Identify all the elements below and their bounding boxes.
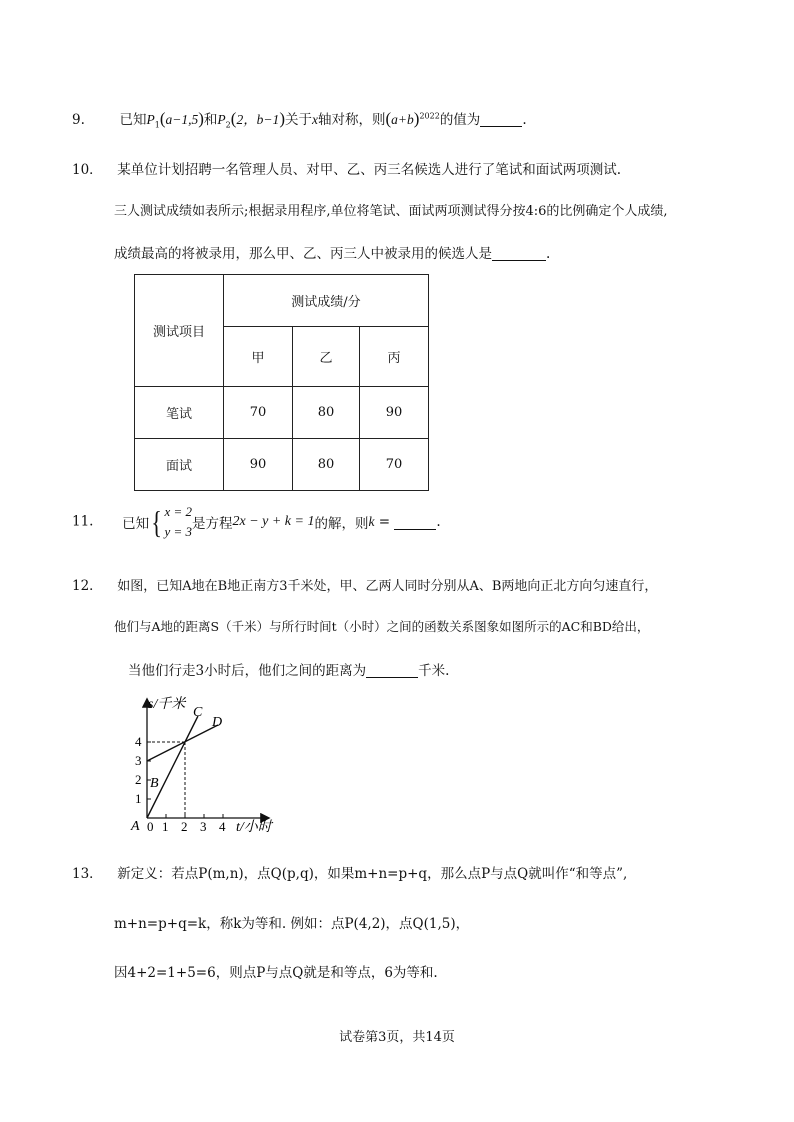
q11-text: 是方程 [191, 516, 233, 532]
row-label: 笔试 [135, 387, 224, 439]
exponent: 2022 [419, 111, 440, 121]
candidate-header: 丙 [360, 327, 429, 387]
y-tick-label: 4 [135, 734, 142, 749]
x-axis-label: t/小时 [236, 820, 272, 835]
q11-text: = [374, 514, 395, 530]
point-coords: a−1,5 [165, 112, 199, 127]
period: . [546, 246, 551, 262]
answer-blank[interactable] [480, 112, 522, 127]
answer-blank[interactable] [492, 246, 546, 261]
question-12 [72, 574, 657, 594]
q10-line-1: 某单位计划招聘一名管理人员、对甲、乙、丙三名候选人进行了笔试和面试两项测试. [117, 162, 622, 178]
point-label: P [217, 112, 226, 127]
q9-text: 关于 [284, 112, 312, 128]
score-table [134, 274, 429, 491]
q10-line-3 [114, 242, 550, 262]
group-header: 测试成绩/分 [224, 275, 429, 327]
q12-line-2: 他们与A地的距离S（千米）与所行时间t（小时）之间的函数关系图象如图所示的AC和BD给出， [114, 619, 650, 634]
variable: k [368, 514, 375, 529]
answer-blank[interactable] [366, 663, 418, 678]
table-row [135, 387, 429, 439]
candidate-header: 甲 [224, 327, 293, 387]
point-coords: 2，b−1 [236, 112, 280, 127]
x-tick-label: 4 [219, 819, 226, 834]
y-axis-label: s/千米 [148, 697, 186, 712]
line-BD [147, 725, 218, 761]
q9-text: 和 [203, 112, 218, 128]
question-9: 9. 已知$P_1(a-1,5)$和$P_2(2$，b−1)关于x轴对称，则$(a+b)^{2022}$的值为 . [72, 109, 527, 130]
page-footer: 试卷第3页，共14页 [339, 1030, 455, 1045]
table-cell: 80 [293, 387, 360, 439]
unit-text: 千米. [418, 663, 450, 679]
table-cell: 90 [224, 439, 293, 491]
system-eq: x = 2 [164, 504, 192, 519]
y-tick-label: 3 [135, 753, 142, 768]
q10-line-2: 三人测试成绩如表所示;根据录用程序,单位将笔试、面试两项测试得分按4:6的比例确定个人成绩, [114, 204, 668, 219]
subscript: 1 [154, 120, 160, 130]
distance-time-graph [120, 690, 290, 840]
y-tick-label: 1 [135, 791, 142, 806]
question-13 [72, 862, 627, 882]
table-row [135, 439, 429, 491]
corner-header: 测试项目 [135, 275, 224, 387]
x-tick-label: 2 [181, 819, 188, 834]
axis-var: x [311, 112, 318, 127]
table-cell: 70 [224, 387, 293, 439]
q12-line-3 [128, 659, 449, 679]
table-cell: 70 [360, 439, 429, 491]
y-tick-label: 2 [135, 772, 142, 787]
question-number: 10． [72, 162, 103, 178]
q9-text: 的值为 [439, 112, 481, 128]
q13-line-1: 新定义：若点P(m,n)，点Q(p,q)，如果m+n=p+q，那么点P与点Q就叫作“和等点”, [117, 866, 628, 882]
point-B-label: B [150, 776, 159, 791]
q11-text: 已知 [122, 516, 150, 532]
table-cell: 90 [360, 387, 429, 439]
x-tick-label: 0 [147, 819, 154, 834]
question-number: 12． [72, 578, 103, 594]
x-tick-label: 1 [162, 819, 169, 834]
period: . [522, 112, 527, 128]
answer-blank[interactable] [394, 515, 436, 530]
system-brace: { [151, 503, 163, 540]
period: . [436, 514, 441, 530]
point-label: P [146, 112, 155, 127]
expression: a+b [391, 112, 414, 127]
subscript: 2 [225, 120, 231, 130]
q12-line-3-text: 当他们行走3小时后，他们之间的距离为 [128, 663, 367, 679]
q9-text: 轴对称，则 [317, 112, 386, 128]
system-eq: y = 3 [164, 524, 192, 539]
point-D-label: D [212, 715, 223, 730]
point-C-label: C [193, 705, 203, 720]
point-A-label: A [131, 819, 140, 834]
equation: 2x − y + k = 1 [232, 514, 315, 529]
question-number: 11. [72, 513, 94, 530]
question-number: 9. [72, 112, 85, 128]
q9-text: 已知 [119, 112, 147, 128]
candidate-header: 乙 [293, 327, 360, 387]
question-number: 13． [72, 866, 103, 882]
line-AC [147, 716, 198, 818]
x-tick-label: 3 [200, 819, 207, 834]
q11-text: 的解，则 [314, 516, 369, 532]
row-label: 面试 [135, 439, 224, 491]
question-11 [72, 502, 441, 542]
question-10 [72, 158, 621, 178]
q12-line-1: 如图，已知A地在B地正南方3千米处，甲、乙两人同时分别从A、B两地向正北方向匀速直行， [117, 579, 658, 594]
q13-line-2: m+n=p+q=k，称k为等和. 例如：点P(4,2)，点Q(1,5)， [114, 916, 470, 932]
table-cell: 80 [293, 439, 360, 491]
q13-line-3: 因4+2=1+5=6，则点P与点Q就是和等点，6为等和. [114, 965, 438, 981]
q10-line-3-text: 成绩最高的将被录用，那么甲、乙、丙三人中被录用的候选人是 [114, 246, 492, 262]
equation-system [164, 502, 192, 542]
